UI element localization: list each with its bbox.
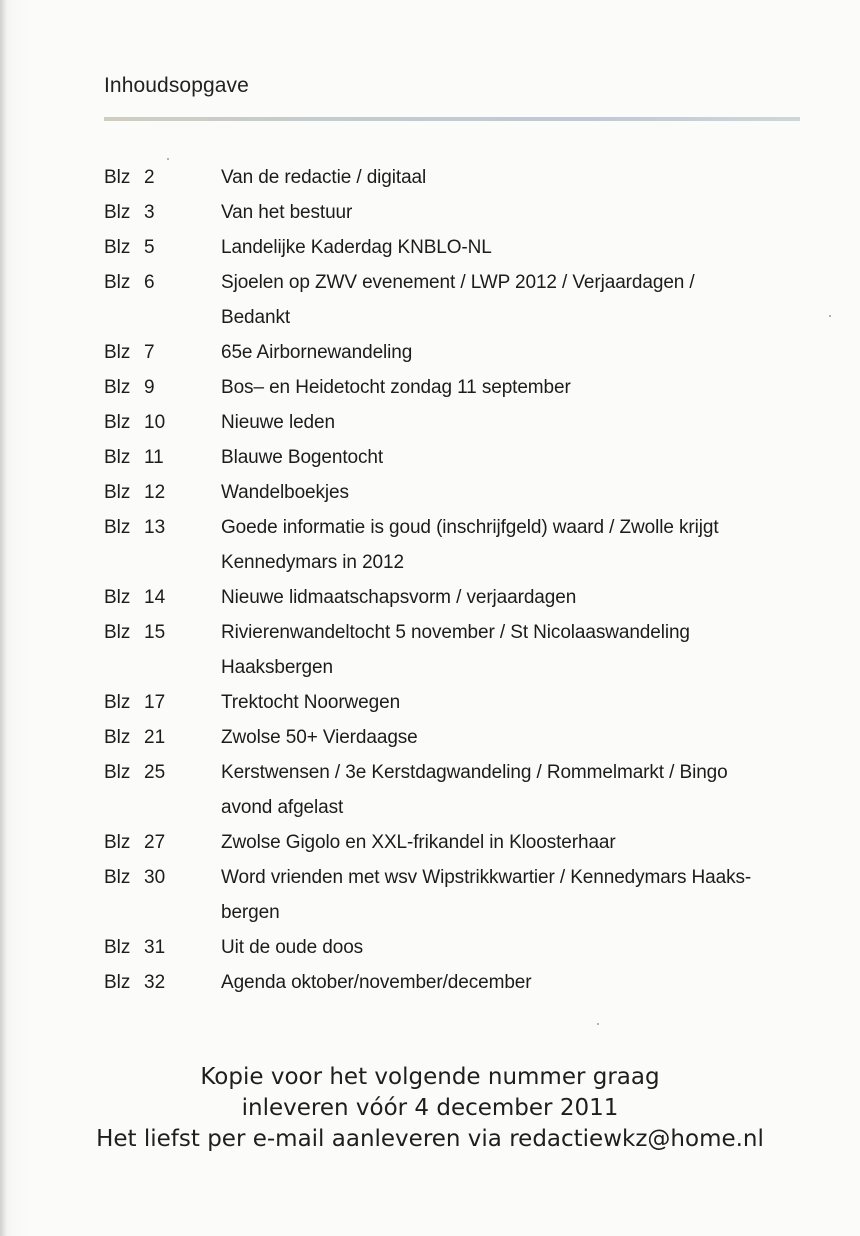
toc-page-prefix: Blz — [104, 412, 131, 433]
toc-entry-title — [221, 930, 804, 965]
toc-page-number: 11 — [144, 447, 164, 468]
paper-speck — [597, 1023, 599, 1025]
toc-page-ref — [104, 755, 221, 790]
toc-page-number: 2 — [144, 167, 155, 188]
toc-entry-title-line: Zwolse 50+ Vierdaagse — [221, 727, 418, 748]
toc-page-ref — [104, 580, 221, 615]
toc-entry-title — [221, 825, 804, 860]
toc-entry-title — [221, 860, 804, 930]
toc-entry — [104, 335, 804, 370]
toc-entry-title-line: Haaksbergen — [221, 657, 333, 678]
toc-page-prefix: Blz — [104, 342, 131, 363]
toc-entry-title-line: Kerstwensen / 3e Kerstdagwandeling / Rommelmarkt / Bingo — [221, 762, 728, 783]
toc-entry-title-line: Goede informatie is goud (inschrijfgeld) waard / Zwolle krijgt — [221, 517, 719, 538]
toc-page-ref — [104, 825, 221, 860]
toc-entry — [104, 860, 804, 930]
toc-page-ref — [104, 230, 221, 265]
toc-page-number: 7 — [144, 342, 155, 363]
toc-page-number: 12 — [144, 482, 166, 503]
page-spine-shadow — [0, 0, 6, 1236]
toc-entry-title-line: bergen — [221, 902, 280, 923]
toc-page-prefix: Blz — [104, 762, 131, 783]
table-of-contents — [104, 160, 804, 1000]
toc-page-ref — [104, 860, 221, 895]
notice-line-3: Het liefst per e-mail aanleveren via redactiewkz@home.nl — [96, 1126, 764, 1152]
toc-page-prefix: Blz — [104, 692, 131, 713]
toc-page-prefix: Blz — [104, 447, 131, 468]
title-divider — [104, 117, 800, 121]
toc-entry — [104, 510, 804, 580]
toc-entry-title — [221, 475, 804, 510]
toc-entry-title — [221, 335, 804, 370]
toc-entry — [104, 475, 804, 510]
toc-page-ref — [104, 195, 221, 230]
toc-page-number: 25 — [144, 762, 166, 783]
toc-page-prefix: Blz — [104, 972, 131, 993]
submission-notice — [0, 1062, 860, 1155]
toc-entry-title-line: Uit de oude doos — [221, 937, 364, 958]
toc-page-ref — [104, 440, 221, 475]
toc-entry-title — [221, 615, 804, 685]
toc-page-ref — [104, 930, 221, 965]
toc-page-ref — [104, 265, 221, 300]
toc-page-prefix: Blz — [104, 727, 131, 748]
paper-speck — [167, 158, 169, 160]
toc-page-prefix: Blz — [104, 167, 131, 188]
toc-entry — [104, 195, 804, 230]
toc-entry-title-line: Word vrienden met wsv Wipstrikkwartier / Kennedymars Haaks- — [221, 867, 752, 888]
toc-page-prefix: Blz — [104, 937, 131, 958]
toc-page-number: 13 — [144, 517, 166, 538]
toc-entry-title — [221, 965, 804, 1000]
toc-page-prefix: Blz — [104, 482, 131, 503]
toc-page-ref — [104, 965, 221, 1000]
toc-entry-title-line: Nieuwe leden — [221, 412, 335, 433]
toc-entry-title — [221, 720, 804, 755]
toc-entry — [104, 580, 804, 615]
toc-entry-title-line: Van het bestuur — [221, 202, 353, 223]
toc-page-number: 30 — [144, 867, 166, 888]
page-title: Inhoudsopgave — [104, 74, 249, 97]
toc-entry-title-line: Wandelboekjes — [221, 482, 349, 503]
toc-page-number: 17 — [144, 692, 166, 713]
toc-entry — [104, 370, 804, 405]
toc-entry — [104, 930, 804, 965]
toc-entry-title — [221, 160, 804, 195]
toc-page-ref — [104, 335, 221, 370]
toc-entry — [104, 685, 804, 720]
toc-entry-title — [221, 580, 804, 615]
toc-entry-title-line: Bos– en Heidetocht zondag 11 september — [221, 377, 571, 398]
toc-page-prefix: Blz — [104, 272, 131, 293]
toc-page-number: 14 — [144, 587, 166, 608]
toc-entry-title — [221, 230, 804, 265]
toc-entry — [104, 265, 804, 335]
paper-speck — [829, 315, 831, 317]
toc-page-prefix: Blz — [104, 867, 131, 888]
toc-entry-title — [221, 195, 804, 230]
toc-page-ref — [104, 615, 221, 650]
toc-page-ref — [104, 370, 221, 405]
toc-entry-title-line: Van de redactie / digitaal — [221, 167, 427, 188]
toc-entry-title — [221, 510, 804, 580]
toc-entry-title-line: Nieuwe lidmaatschapsvorm / verjaardagen — [221, 587, 577, 608]
toc-page-ref — [104, 475, 221, 510]
toc-page-prefix: Blz — [104, 237, 131, 258]
toc-page-number: 10 — [144, 412, 166, 433]
toc-entry-title-line: Agenda oktober/november/december — [221, 972, 532, 993]
toc-entry-title-line: Landelijke Kaderdag KNBLO-NL — [221, 237, 492, 258]
toc-entry — [104, 160, 804, 195]
toc-entry — [104, 615, 804, 685]
toc-entry — [104, 825, 804, 860]
toc-page-prefix: Blz — [104, 587, 131, 608]
toc-entry-title-line: 65e Airbornewandeling — [221, 342, 413, 363]
toc-page-number: 3 — [144, 202, 155, 223]
toc-page-number: 15 — [144, 622, 166, 643]
toc-page-number: 5 — [144, 237, 155, 258]
toc-page-ref — [104, 510, 221, 545]
toc-page-number: 32 — [144, 972, 166, 993]
toc-page-ref — [104, 160, 221, 195]
toc-entry-title-line: avond afgelast — [221, 797, 344, 818]
toc-entry-title — [221, 405, 804, 440]
toc-page-prefix: Blz — [104, 517, 131, 538]
toc-entry — [104, 720, 804, 755]
toc-page-prefix: Blz — [104, 832, 131, 853]
toc-entry-title — [221, 440, 804, 475]
toc-entry-title — [221, 265, 804, 335]
toc-page-prefix: Blz — [104, 202, 131, 223]
toc-entry-title — [221, 370, 804, 405]
toc-page-number: 27 — [144, 832, 166, 853]
toc-page-number: 31 — [144, 937, 166, 958]
toc-entry-title-line: Sjoelen op ZWV evenement / LWP 2012 / Verjaardagen / — [221, 272, 695, 293]
toc-entry — [104, 755, 804, 825]
toc-page-ref — [104, 685, 221, 720]
toc-page-ref — [104, 405, 221, 440]
toc-page-number: 21 — [144, 727, 166, 748]
toc-entry-title-line: Bedankt — [221, 307, 291, 328]
notice-line-2: inleveren vóór 4 december 2011 — [241, 1095, 619, 1121]
toc-entry-title-line: Kennedymars in 2012 — [221, 552, 404, 573]
toc-page-prefix: Blz — [104, 622, 131, 643]
toc-page-number: 6 — [144, 272, 155, 293]
toc-entry — [104, 230, 804, 265]
toc-entry-title — [221, 685, 804, 720]
toc-page-ref — [104, 720, 221, 755]
toc-entry — [104, 405, 804, 440]
toc-entry-title-line: Trektocht Noorwegen — [221, 692, 401, 713]
notice-line-1: Kopie voor het volgende nummer graag — [200, 1064, 660, 1090]
toc-entry-title-line: Zwolse Gigolo en XXL-frikandel in Kloosterhaar — [221, 832, 616, 853]
toc-entry — [104, 965, 804, 1000]
toc-entry-title-line: Rivierenwandeltocht 5 november / St Nicolaaswandeling — [221, 622, 690, 643]
toc-page-prefix: Blz — [104, 377, 131, 398]
toc-entry — [104, 440, 804, 475]
toc-entry-title — [221, 755, 804, 825]
toc-page-number: 9 — [144, 377, 155, 398]
toc-entry-title-line: Blauwe Bogentocht — [221, 447, 384, 468]
